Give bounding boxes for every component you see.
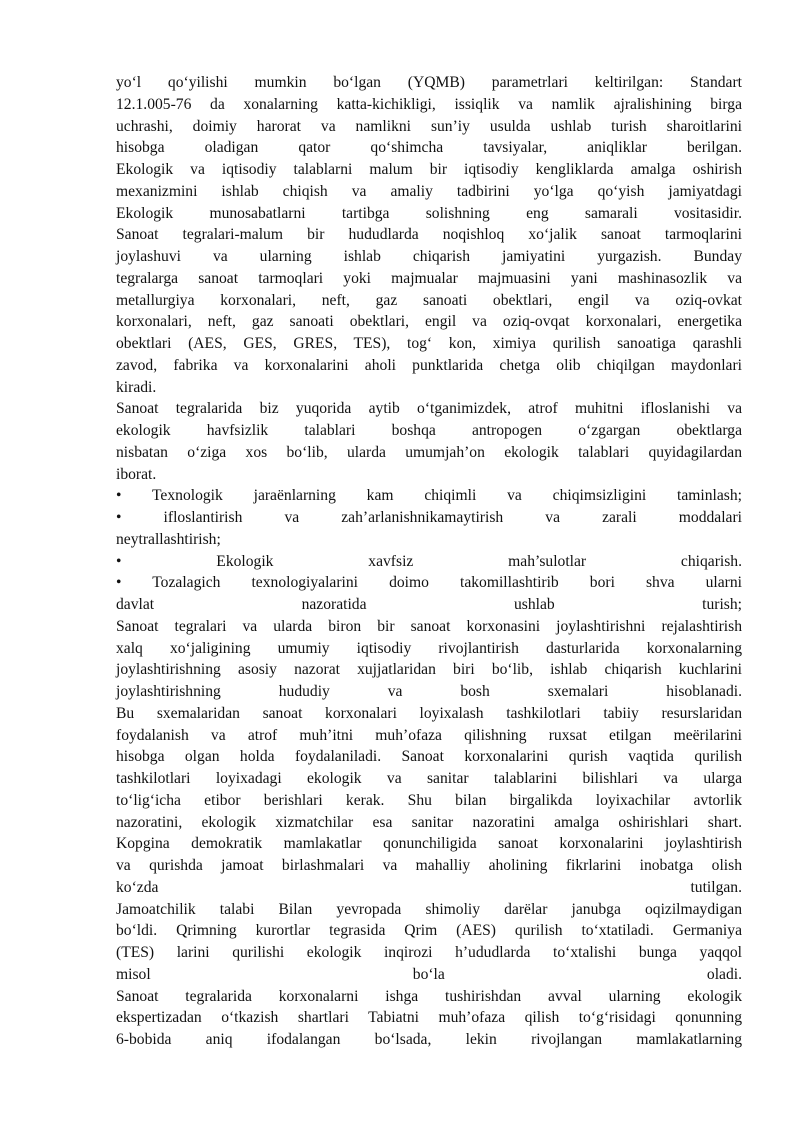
text-line: zavod, fabrika va korxonalarini aholi punktlarida chetga olib chiqilgan maydonlari [116,356,742,374]
text-line: • Ekologik xavfsiz mah’sulotlar chiqarish. [116,552,742,570]
text-line: hisobga oladigan qator qo‘shimcha tavsiyalar, aniqliklar berilgan. [116,139,742,157]
text-line: obektlari (AES, GES, GRES, TES), tog‘ kon, ximiya qurilish sanoatiga qarashli [116,335,742,352]
text-line: metallurgiya korxonalari, neft, gaz sanoati obektlari, engil va oziq-ovkat [116,291,742,309]
text-line: Sanoat tegralari va ularda biron bir sanoat korxonasini joylashtirishni rejalashtirish [116,617,742,635]
text-line: mexanizmini ishlab chiqish va amaliy tadbirini yo‘lga qo‘yish jamiyatdagi [116,182,742,200]
text-line: tegralarga sanoat tarmoqlari yoki majmualar majmuasini yani mashinasozlik va [116,269,742,287]
text-line: ko‘zda tutilgan. [116,878,742,896]
text-line: korxonalari, neft, gaz sanoati obektlari, engil va oziq-ovqat korxonalari, energetika [116,313,742,331]
text-line: misol bo‘la oladi. [116,965,742,983]
text-line: uchrashi, doimiy harorat va namlikni sun’iy usulda ushlab turish sharoitlarini [116,117,742,135]
text-line: • ifloslantirish va zah’arlanishnikamaytirish va zarali moddalari [116,509,742,526]
text-line: nazoratini, ekologik xizmatchilar esa sanitar nazoratini amalga oshirishlari shart. [116,813,742,831]
text-line: joylashtirishning hududiy va bosh sxemalari hisoblanadi. [116,683,742,700]
text-line: joylashtirishning asosiy nazorat xujjatlaridan biri bo‘lib, ishlab chiqarish kuchlarini [116,661,742,679]
text-line: Sanoat tegralarida biz yuqorida aytib o‘tganimizdek, atrof muhitni ifloslanishi va [116,400,742,418]
text-line: Bu sxemalaridan sanoat korxonalari loyixalash tashkilotlari tabiiy resurslaridan [116,704,742,722]
text-line: tashkilotlari loyixadagi ekologik va sanitar talablarini bilishlari va ularga [116,770,742,787]
text-line: bo‘ldi. Qrimning kurortlar tegrasida Qrim (AES) qurilish to‘xtatiladi. Germaniya [116,922,742,940]
text-line: davlat nazoratida ushlab turish; [116,596,742,613]
text-line: Ekologik va iqtisodiy talablarni malum bir iqtisodiy kengliklarda amalga oshirish [116,161,742,178]
text-line: ekspertizadan o‘tkazish shartlari Tabiatni muh’ofaza qilish to‘g‘risidagi qonunning [116,1009,742,1027]
text-line: to‘lig‘icha etibor berishlari kerak. Shu bilan birgalikda loyixachilar avtorlik [116,791,742,809]
text-line: yo‘l qo‘yilishi mumkin bo‘lgan (YQMB) parametrlari keltirilgan: Standart [116,74,742,91]
document-page [116,72,742,1051]
text-line: xalq xo‘jaligining umumiy iqtisodiy rivojlantirish dasturlarida korxonalarning [116,639,742,657]
text-line: hisobga olgan holda foydalaniladi. Sanoat korxonalarini qurish vaqtida qurilish [116,748,742,766]
text-line: neytrallashtirish; [116,530,221,548]
text-line: Jamoatchilik talabi Bilan yevropada shimoliy darёlar janubga oqizilmaydigan [116,900,742,918]
text-line: Sanoat tegralarida korxonalarni ishga tushirishdan avval ularning ekologik [116,987,742,1005]
text-line: Sanoat tegralari-malum bir hududlarda noqishloq xo‘jalik sanoat tarmoqlarini [116,226,742,244]
text-line: ekologik havfsizlik talablari boshqa antropogen o‘zgargan obektlarga [116,422,742,439]
text-line: iborat. [116,465,157,483]
text-line: Ekologik munosabatlarni tartibga solishning eng samarali vositasidir. [116,204,742,222]
text-line: • Tozalagich texnologiyalarini doimo takomillashtirib bori shva ularni [116,574,742,592]
text-line: • Texnologik jaraёnlarning kam chiqimli va chiqimsizligini taminlash; [116,487,742,505]
text-line: Kopgina demokratik mamlakatlar qonunchiligida sanoat korxonalarini joylashtirish [116,835,742,853]
text-line: (TES) larini qurilishi ekologik inqirozi h’ududlarda to‘xtalishi bunga yaqqol [116,944,742,961]
text-line: 6-bobida aniq ifodalangan bo‘lsada, lekin rivojlangan mamlakatlarning [116,1031,742,1048]
text-line: joylashuvi va ularning ishlab chiqarish jamiyatini yurgazish. Bunday [116,248,742,265]
text-line: foydalanish va atrof muh’itni muh’ofaza qilishning ruxsat etilgan meёrilarini [116,726,742,744]
text-line: kiradi. [116,378,157,396]
text-line: va qurishda jamoat birlashmalari va mahalliy aholining fikrlarini inobatga olish [116,857,742,874]
text-line: 12.1.005-76 da xonalarning katta-kichikligi, issiqlik va namlik ajralishining birga [116,95,742,113]
text-line: nisbatan o‘ziga xos bo‘lib, ularda umumjah’on ekologik talablari quyidagilardan [116,443,742,461]
